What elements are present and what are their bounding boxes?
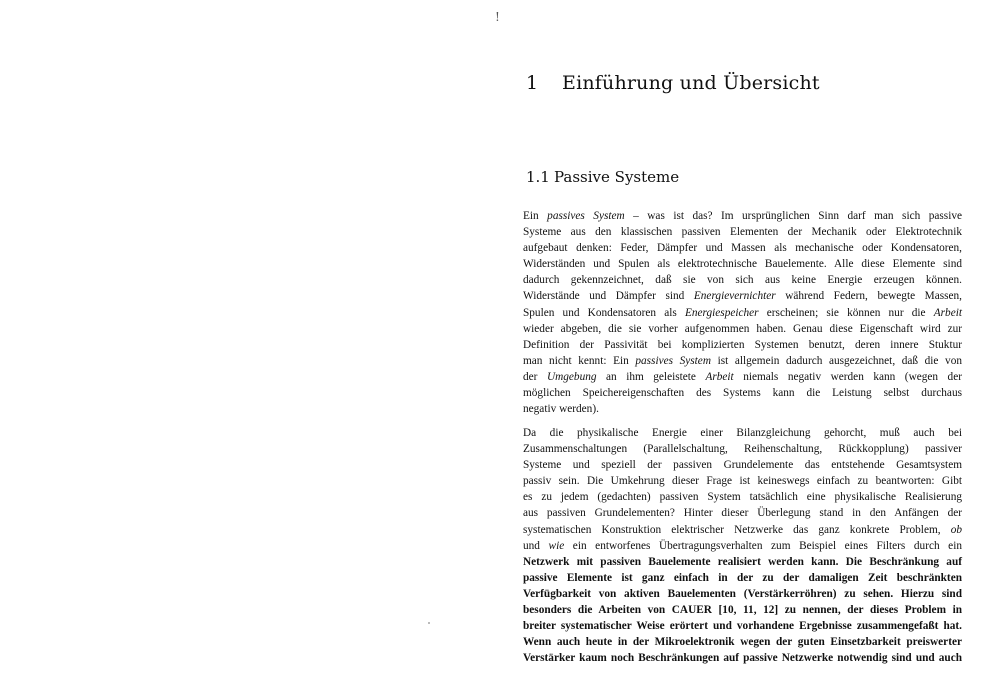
paragraph-line: Ein passives System – was ist das? Im ursprünglichen Sinn darf man sich passive (523, 210, 962, 222)
chapter-number: 1 (526, 72, 539, 94)
paragraph-line: Da die physikalische Energie einer Bilanzgleichung gehorcht, muß auch bei (523, 427, 962, 439)
paragraph-energy-balance (523, 425, 962, 666)
right-page (500, 0, 1000, 678)
paragraph-line: Wenn auch heute in der Mikroelektronik wegen der guten Einsetzbarkeit preiswerter (523, 636, 962, 649)
paragraph-line: und wie ein entworfenes Übertragungsverhalten zum Beispiel eines Filters durch ein (523, 539, 962, 552)
paragraph-line: dadurch gekennzeichnet, daß sie von sich aus keine Energie erzeugen können. (523, 274, 962, 287)
paragraph-line: Verstärker kaum noch Beschränkungen auf passive Netzwerke notwendig sind und auch (523, 652, 962, 665)
paragraph-line: aufgebaut denken: Feder, Dämpfer und Massen als mechanische oder Kondensatoren, (523, 242, 962, 255)
paragraph-line: Definition der Passivität bei komplizierten Systemen benutzt, deren innere Stuktur (523, 338, 962, 351)
paragraph-line: es zu jedem (gedachten) passiven System tatsächlich eine physikalische Realisierung (523, 491, 962, 504)
paragraph-line: passive Elemente ist ganz einfach in der zu der damaligen Zeit beschränkten (523, 571, 962, 584)
paragraph-line: Widerstände und Dämpfer sind Energievernichter während Federn, bewegte Massen, (523, 290, 963, 303)
section-number: 1.1 (526, 168, 550, 186)
paragraph-passive-system-definition (523, 208, 962, 417)
section-title: Passive Systeme (554, 168, 680, 186)
paragraph-line: besonders die Arbeiten von CAUER [10, 11, 12] zu nennen, der dieses Problem in (523, 604, 962, 617)
page-marker: ! (495, 10, 500, 24)
paragraph-line: Systeme und speziell der passiven Grundelemente das entstehende Gesamtsystem (523, 459, 962, 472)
chapter-heading (526, 72, 820, 94)
paragraph-line: wieder abgeben, die sie vorher aufgenommen haben. Genau diese Eigenschaft wird zur (523, 322, 962, 335)
paragraph-line: Systeme aus den klassischen passiven Elementen der Mechanik oder Elektrotechnik (523, 226, 962, 239)
section-heading (526, 168, 679, 186)
paragraph-line: negativ werden). (523, 403, 599, 416)
paragraph-line: aus passiven Grundelementen? Hinter dieser Überlegung stand in den Anfängen der (523, 507, 962, 520)
paragraph-line: Netzwerk mit passiven Bauelemente realisiert werden kann. Die Beschränkung auf (523, 555, 962, 568)
paragraph-line: Zusammenschaltungen (Parallelschaltung, Reihenschaltung, Rückkopplung) passiver (523, 443, 962, 456)
paragraph-line: Verfügbarkeit von aktiven Bauelementen (Verstärkerröhren) zu sehen. Hierzu sind (523, 587, 962, 600)
paragraph-line: der Umgebung an ihm geleistete Arbeit niemals negativ werden kann (wegen der (523, 370, 962, 383)
paragraph-line: systematischen Konstruktion elektrischer Netzwerke das ganz konkrete Problem, ob (523, 523, 962, 536)
paragraph-line: Spulen und Kondensatoren als Energiespeicher erscheinen; sie können nur die Arbeit (523, 306, 962, 319)
paragraph-line: passiv sein. Die Umkehrung dieser Frage ist keineswegs einfach zu beantworten: Gibt (523, 475, 962, 488)
paragraph-line: möglichen Speichereigenschaften des Systems kann die Leistung selbst durchaus (523, 387, 962, 400)
paragraph-line: Widerständen und Spulen als elektrotechnische Bauelemente. Alle diese Elemente sind (523, 258, 962, 271)
chapter-title: Einführung und Übersicht (562, 72, 820, 94)
paragraph-line: breiter systematischer Weise erörtert und vorhandene Ergebnisse zusammengefaßt hat. (523, 620, 962, 633)
paragraph-line: man nicht kennt: Ein passives System ist allgemein dadurch ausgezeichnet, daß die von (523, 354, 962, 367)
scan-speck (428, 622, 430, 624)
